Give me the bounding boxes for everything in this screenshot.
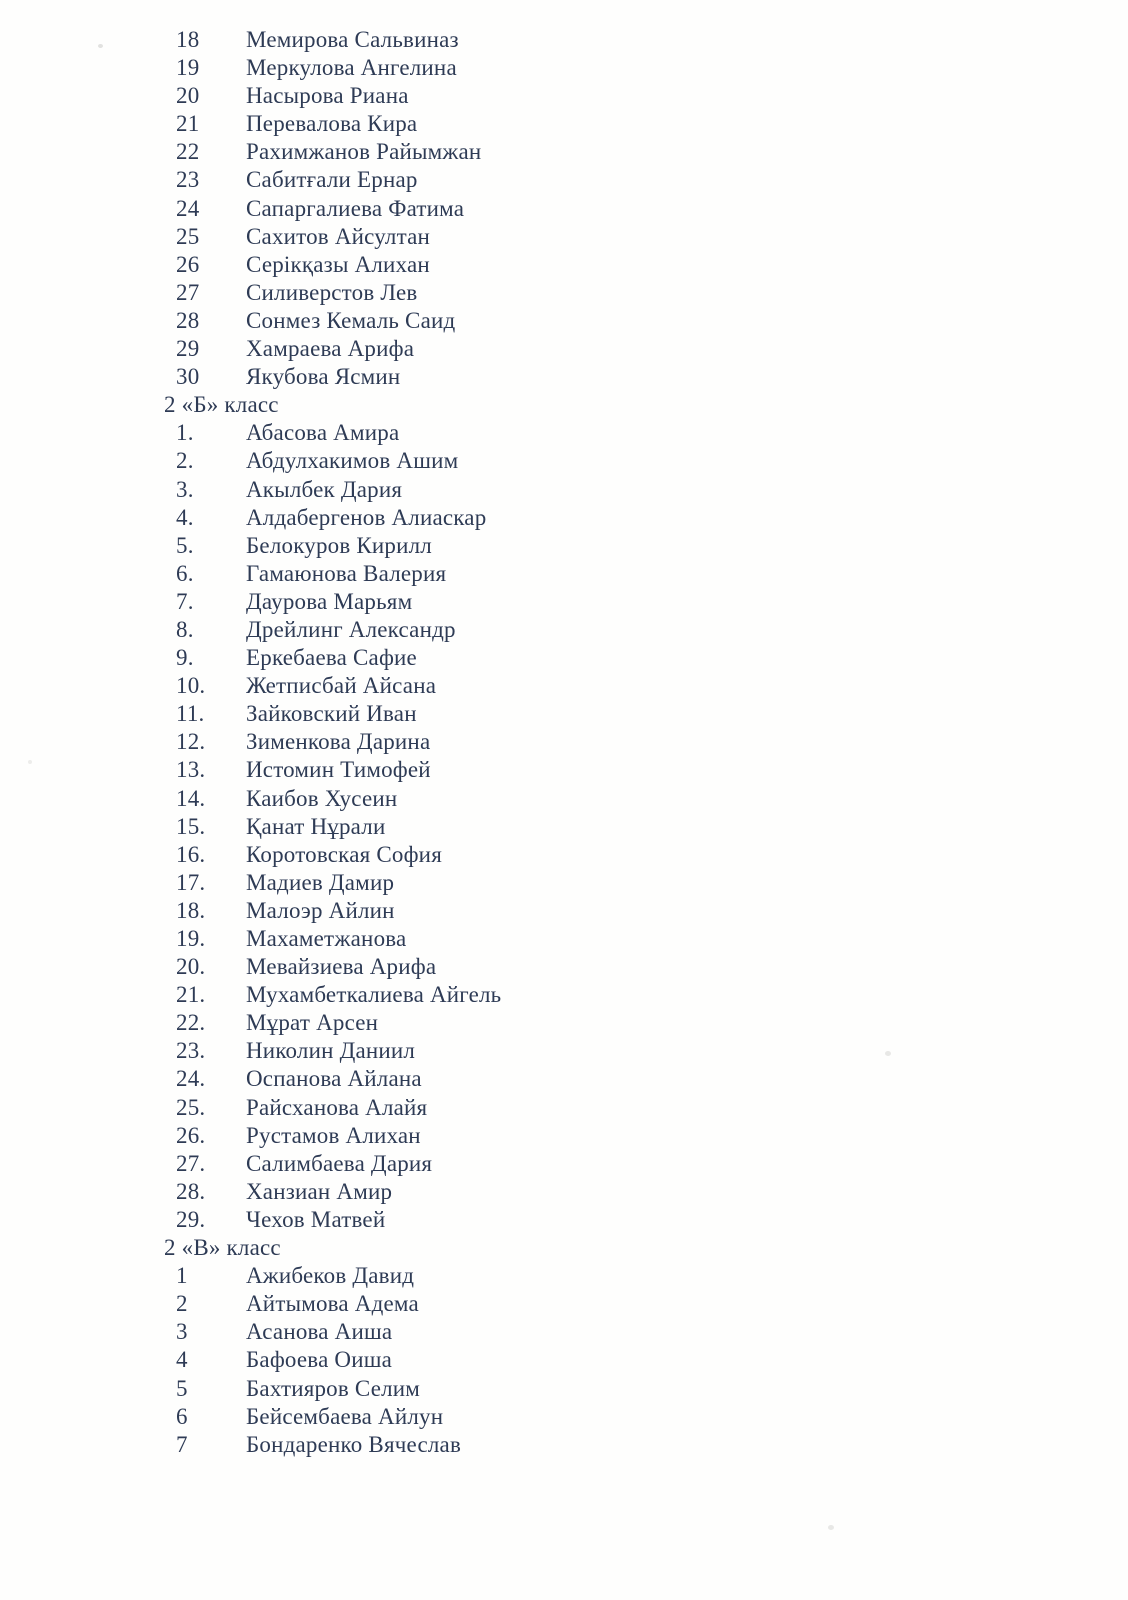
row-number: 16.	[176, 841, 206, 867]
list-row	[0, 1318, 1128, 1346]
student-name: Қанат Нұрали	[246, 813, 386, 839]
row-number: 27	[176, 279, 200, 305]
row-number: 6.	[176, 560, 194, 586]
student-name: Силиверстов Лев	[246, 279, 418, 305]
row-number: 5	[176, 1375, 188, 1401]
row-number: 20	[176, 83, 200, 109]
student-name: Бейсембаева Айлун	[246, 1403, 444, 1429]
row-number: 17.	[176, 869, 206, 895]
student-name: Салимбаева Дария	[246, 1150, 433, 1176]
student-name: Малоэр Айлин	[246, 897, 395, 923]
row-number: 28.	[176, 1178, 206, 1204]
row-number: 5.	[176, 532, 194, 558]
student-name: Ханзиан Амир	[246, 1178, 393, 1204]
student-name: Абасова Амира	[246, 420, 400, 446]
student-name: Айтымова Адема	[246, 1291, 419, 1317]
student-name: Мұрат Арсен	[246, 1010, 379, 1036]
row-number: 26.	[176, 1122, 206, 1148]
list-row	[0, 223, 1128, 251]
student-name: Жетписбай Айсана	[246, 673, 437, 699]
student-name: Насырова Риана	[246, 83, 409, 109]
list-row	[0, 785, 1128, 813]
list-row	[0, 1094, 1128, 1122]
class-header-label: 2 «В» класс	[164, 1235, 281, 1261]
row-number: 15.	[176, 813, 206, 839]
list-row	[0, 700, 1128, 728]
row-number: 18.	[176, 897, 206, 923]
row-number: 23	[176, 167, 200, 193]
row-number: 23.	[176, 1038, 206, 1064]
student-name: Бафоева Оиша	[246, 1347, 393, 1373]
student-name: Оспанова Айлана	[246, 1066, 422, 1092]
student-name: Еркебаева Сафие	[246, 645, 417, 671]
row-number: 1.	[176, 420, 194, 446]
list-row	[0, 447, 1128, 475]
list-row	[0, 1065, 1128, 1093]
student-name: Рахимжанов Райымжан	[246, 139, 482, 165]
row-number: 1	[176, 1263, 188, 1289]
row-number: 24.	[176, 1066, 206, 1092]
row-number: 7	[176, 1431, 188, 1457]
student-name: Мевайзиева Арифа	[246, 954, 437, 980]
row-number: 30	[176, 364, 200, 390]
student-name: Рустамов Алихан	[246, 1122, 421, 1148]
student-name: Мухамбеткалиева Айгель	[246, 982, 502, 1008]
student-name: Дрейлинг Александр	[246, 616, 456, 642]
list-row	[0, 54, 1128, 82]
student-name: Мадиев Дамир	[246, 869, 395, 895]
row-number: 21.	[176, 982, 206, 1008]
list-row	[0, 1122, 1128, 1150]
list-row	[0, 644, 1128, 672]
student-name: Алдабергенов Алиаскар	[246, 504, 487, 530]
list-row	[0, 1206, 1128, 1234]
list-row	[0, 1290, 1128, 1318]
list-row	[0, 728, 1128, 756]
list-row	[0, 82, 1128, 110]
list-row	[0, 1346, 1128, 1374]
student-name: Бондаренко Вячеслав	[246, 1431, 462, 1457]
student-name: Сахитов Айсултан	[246, 223, 431, 249]
student-name: Серікқазы Алихан	[246, 251, 430, 277]
row-number: 6	[176, 1403, 188, 1429]
row-number: 29	[176, 336, 200, 362]
list-row	[0, 869, 1128, 897]
student-name: Белокуров Кирилл	[246, 532, 432, 558]
list-row	[0, 588, 1128, 616]
list-row	[0, 363, 1128, 391]
row-number: 22.	[176, 1010, 206, 1036]
row-number: 13.	[176, 757, 206, 783]
student-name: Райсханова Алайя	[246, 1094, 428, 1120]
list-row	[0, 1150, 1128, 1178]
list-row	[0, 1178, 1128, 1206]
row-number: 19	[176, 55, 200, 81]
class-list	[0, 26, 1128, 1459]
row-number: 25	[176, 223, 200, 249]
class-header	[0, 391, 1128, 419]
list-row	[0, 953, 1128, 981]
student-name: Сабитғали Ернар	[246, 167, 418, 193]
list-row	[0, 504, 1128, 532]
row-number: 26	[176, 251, 200, 277]
student-name: Истомин Тимофей	[246, 757, 431, 783]
list-row	[0, 1375, 1128, 1403]
list-row	[0, 1431, 1128, 1459]
student-name: Махаметжанова	[246, 926, 407, 951]
list-row	[0, 335, 1128, 363]
list-row	[0, 813, 1128, 841]
student-name: Бахтияров Селим	[246, 1375, 421, 1401]
student-name: Коротовская София	[246, 841, 442, 867]
class-header-label: 2 «Б» класс	[164, 392, 279, 418]
row-number: 3	[176, 1319, 188, 1345]
student-name: Асанова Аиша	[246, 1319, 393, 1345]
row-number: 21	[176, 111, 200, 137]
scan-artifact	[828, 1525, 834, 1530]
list-row	[0, 672, 1128, 700]
row-number: 8.	[176, 616, 194, 642]
row-number: 14.	[176, 785, 206, 811]
student-name: Меркулова Ангелина	[246, 55, 457, 81]
student-name: Мемирова Сальвиназ	[246, 27, 459, 52]
row-number: 4.	[176, 504, 194, 530]
list-row	[0, 1009, 1128, 1037]
student-name: Акылбек Дария	[246, 476, 403, 502]
student-name: Абдулхакимов Ашим	[246, 448, 459, 474]
student-name: Зименкова Дарина	[246, 729, 431, 755]
row-number: 11.	[176, 701, 205, 727]
row-number: 2	[176, 1291, 188, 1317]
list-row	[0, 841, 1128, 869]
list-row	[0, 195, 1128, 223]
list-row	[0, 279, 1128, 307]
list-row	[0, 1037, 1128, 1065]
student-name: Ажибеков Давид	[246, 1263, 415, 1289]
list-row	[0, 138, 1128, 166]
row-number: 25.	[176, 1094, 206, 1120]
list-row	[0, 166, 1128, 194]
row-number: 18	[176, 27, 200, 52]
row-number: 27.	[176, 1150, 206, 1176]
student-name: Сапаргалиева Фатима	[246, 195, 465, 221]
row-number: 19.	[176, 926, 206, 951]
student-name: Гамаюнова Валерия	[246, 560, 447, 586]
row-number: 22	[176, 139, 200, 165]
student-name: Николин Даниил	[246, 1038, 416, 1064]
list-row	[0, 560, 1128, 588]
list-row	[0, 616, 1128, 644]
list-row	[0, 476, 1128, 504]
row-number: 2.	[176, 448, 194, 474]
list-row	[0, 981, 1128, 1009]
list-row	[0, 925, 1128, 953]
list-row	[0, 1403, 1128, 1431]
row-number: 10.	[176, 673, 206, 699]
list-row	[0, 1262, 1128, 1290]
row-number: 28	[176, 307, 200, 333]
row-number: 7.	[176, 588, 194, 614]
row-number: 20.	[176, 954, 206, 980]
list-row	[0, 419, 1128, 447]
row-number: 12.	[176, 729, 206, 755]
row-number: 29.	[176, 1206, 206, 1232]
student-name: Хамраева Арифа	[246, 336, 415, 362]
row-number: 9.	[176, 645, 194, 671]
student-name: Якубова Ясмин	[246, 364, 401, 390]
student-name: Сонмез Кемаль Саид	[246, 307, 456, 333]
student-name: Каибов Хусеин	[246, 785, 398, 811]
student-name: Чехов Матвей	[246, 1206, 386, 1232]
list-row	[0, 532, 1128, 560]
row-number: 24	[176, 195, 200, 221]
row-number: 4	[176, 1347, 188, 1373]
list-row	[0, 251, 1128, 279]
row-number: 3.	[176, 476, 194, 502]
list-row	[0, 756, 1128, 784]
student-name: Зайковский Иван	[246, 701, 417, 727]
student-name: Перевалова Кира	[246, 111, 418, 137]
list-row	[0, 110, 1128, 138]
list-row	[0, 26, 1128, 54]
list-row	[0, 897, 1128, 925]
list-row	[0, 307, 1128, 335]
student-name: Даурова Марьям	[246, 588, 413, 614]
class-header	[0, 1234, 1128, 1262]
